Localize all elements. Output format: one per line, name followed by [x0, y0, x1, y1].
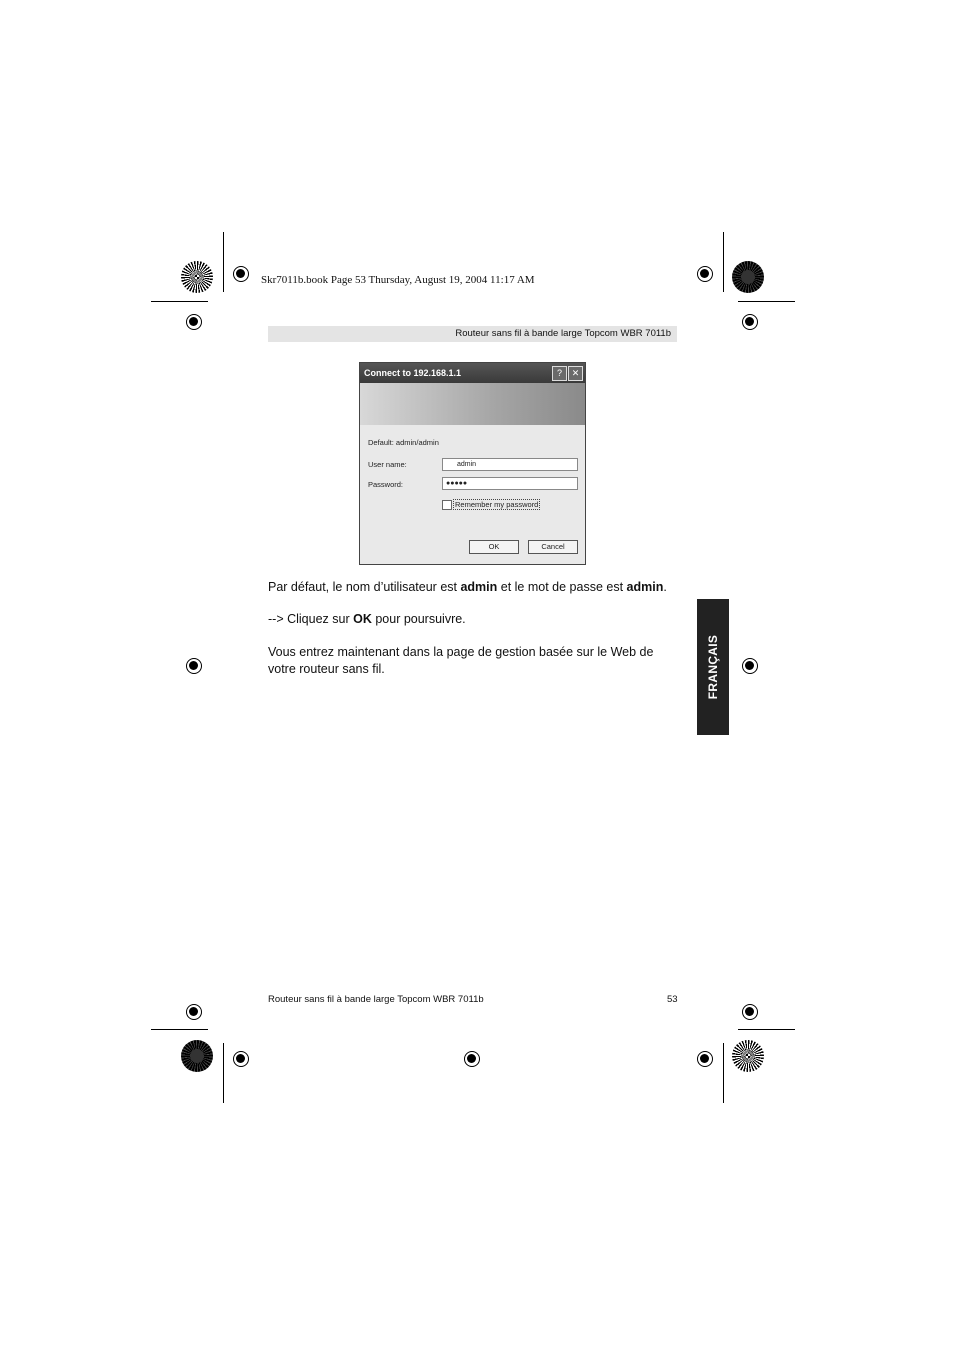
login-dialog-screenshot	[359, 362, 586, 565]
password-label: Password:	[368, 480, 404, 489]
default-credentials-text: Default: admin/admin	[368, 438, 439, 447]
registration-mark	[697, 266, 713, 282]
paragraph-web-management: Vous entrez maintenant dans la page de gestion basée sur le Web de votre routeur sans fil.	[268, 645, 654, 676]
dialog-titlebar	[360, 363, 585, 383]
remember-checkbox[interactable]	[442, 500, 452, 510]
registration-mark	[742, 314, 758, 330]
starburst-mark	[181, 1040, 213, 1072]
password-field[interactable]	[442, 477, 578, 490]
username-label: User name:	[368, 460, 407, 469]
footer-title: Routeur sans fil à bande large Topcom WBR 7011b	[268, 994, 484, 1005]
paragraph-default-credentials: Par défaut, le nom d’utilisateur est admin et le mot de passe est admin.	[268, 580, 667, 594]
crop-mark	[151, 1029, 208, 1030]
paragraph-click-ok: --> Cliquez sur OK pour poursuivre.	[268, 612, 466, 626]
username-value: admin	[457, 461, 477, 468]
header-title: Routeur sans fil à bande large Topcom WBR 7011b	[455, 328, 671, 339]
registration-mark	[186, 658, 202, 674]
crop-mark	[738, 301, 795, 302]
dialog-title: Connect to 192.168.1.1	[364, 368, 462, 378]
registration-mark	[742, 1004, 758, 1020]
crop-mark	[223, 232, 224, 292]
registration-mark	[233, 266, 249, 282]
remember-label: Remember my password	[455, 500, 539, 509]
crop-mark	[723, 1043, 724, 1103]
crop-mark	[723, 232, 724, 292]
starburst-mark	[732, 1040, 764, 1072]
starburst-mark	[181, 261, 213, 293]
print-slug: Skr7011b.book Page 53 Thursday, August 19, 2004 11:17 AM	[261, 274, 535, 286]
registration-mark	[186, 1004, 202, 1020]
crop-mark	[151, 301, 208, 302]
close-icon[interactable]: ✕	[568, 366, 583, 381]
language-label: FRANÇAIS	[706, 634, 720, 700]
help-icon[interactable]: ?	[552, 366, 567, 381]
registration-mark	[464, 1051, 480, 1067]
registration-mark	[233, 1051, 249, 1067]
registration-mark	[186, 314, 202, 330]
registration-mark	[697, 1051, 713, 1067]
crop-mark	[738, 1029, 795, 1030]
ok-button[interactable]: OK	[469, 540, 519, 554]
starburst-mark	[732, 261, 764, 293]
language-tab	[697, 599, 729, 735]
username-field[interactable]	[442, 458, 578, 471]
dialog-banner	[360, 383, 585, 425]
page-number: 53	[667, 994, 678, 1005]
crop-mark	[223, 1043, 224, 1103]
cancel-button[interactable]: Cancel	[528, 540, 578, 554]
registration-mark	[742, 658, 758, 674]
password-value: ●●●●●	[446, 480, 468, 487]
running-header	[268, 326, 677, 342]
